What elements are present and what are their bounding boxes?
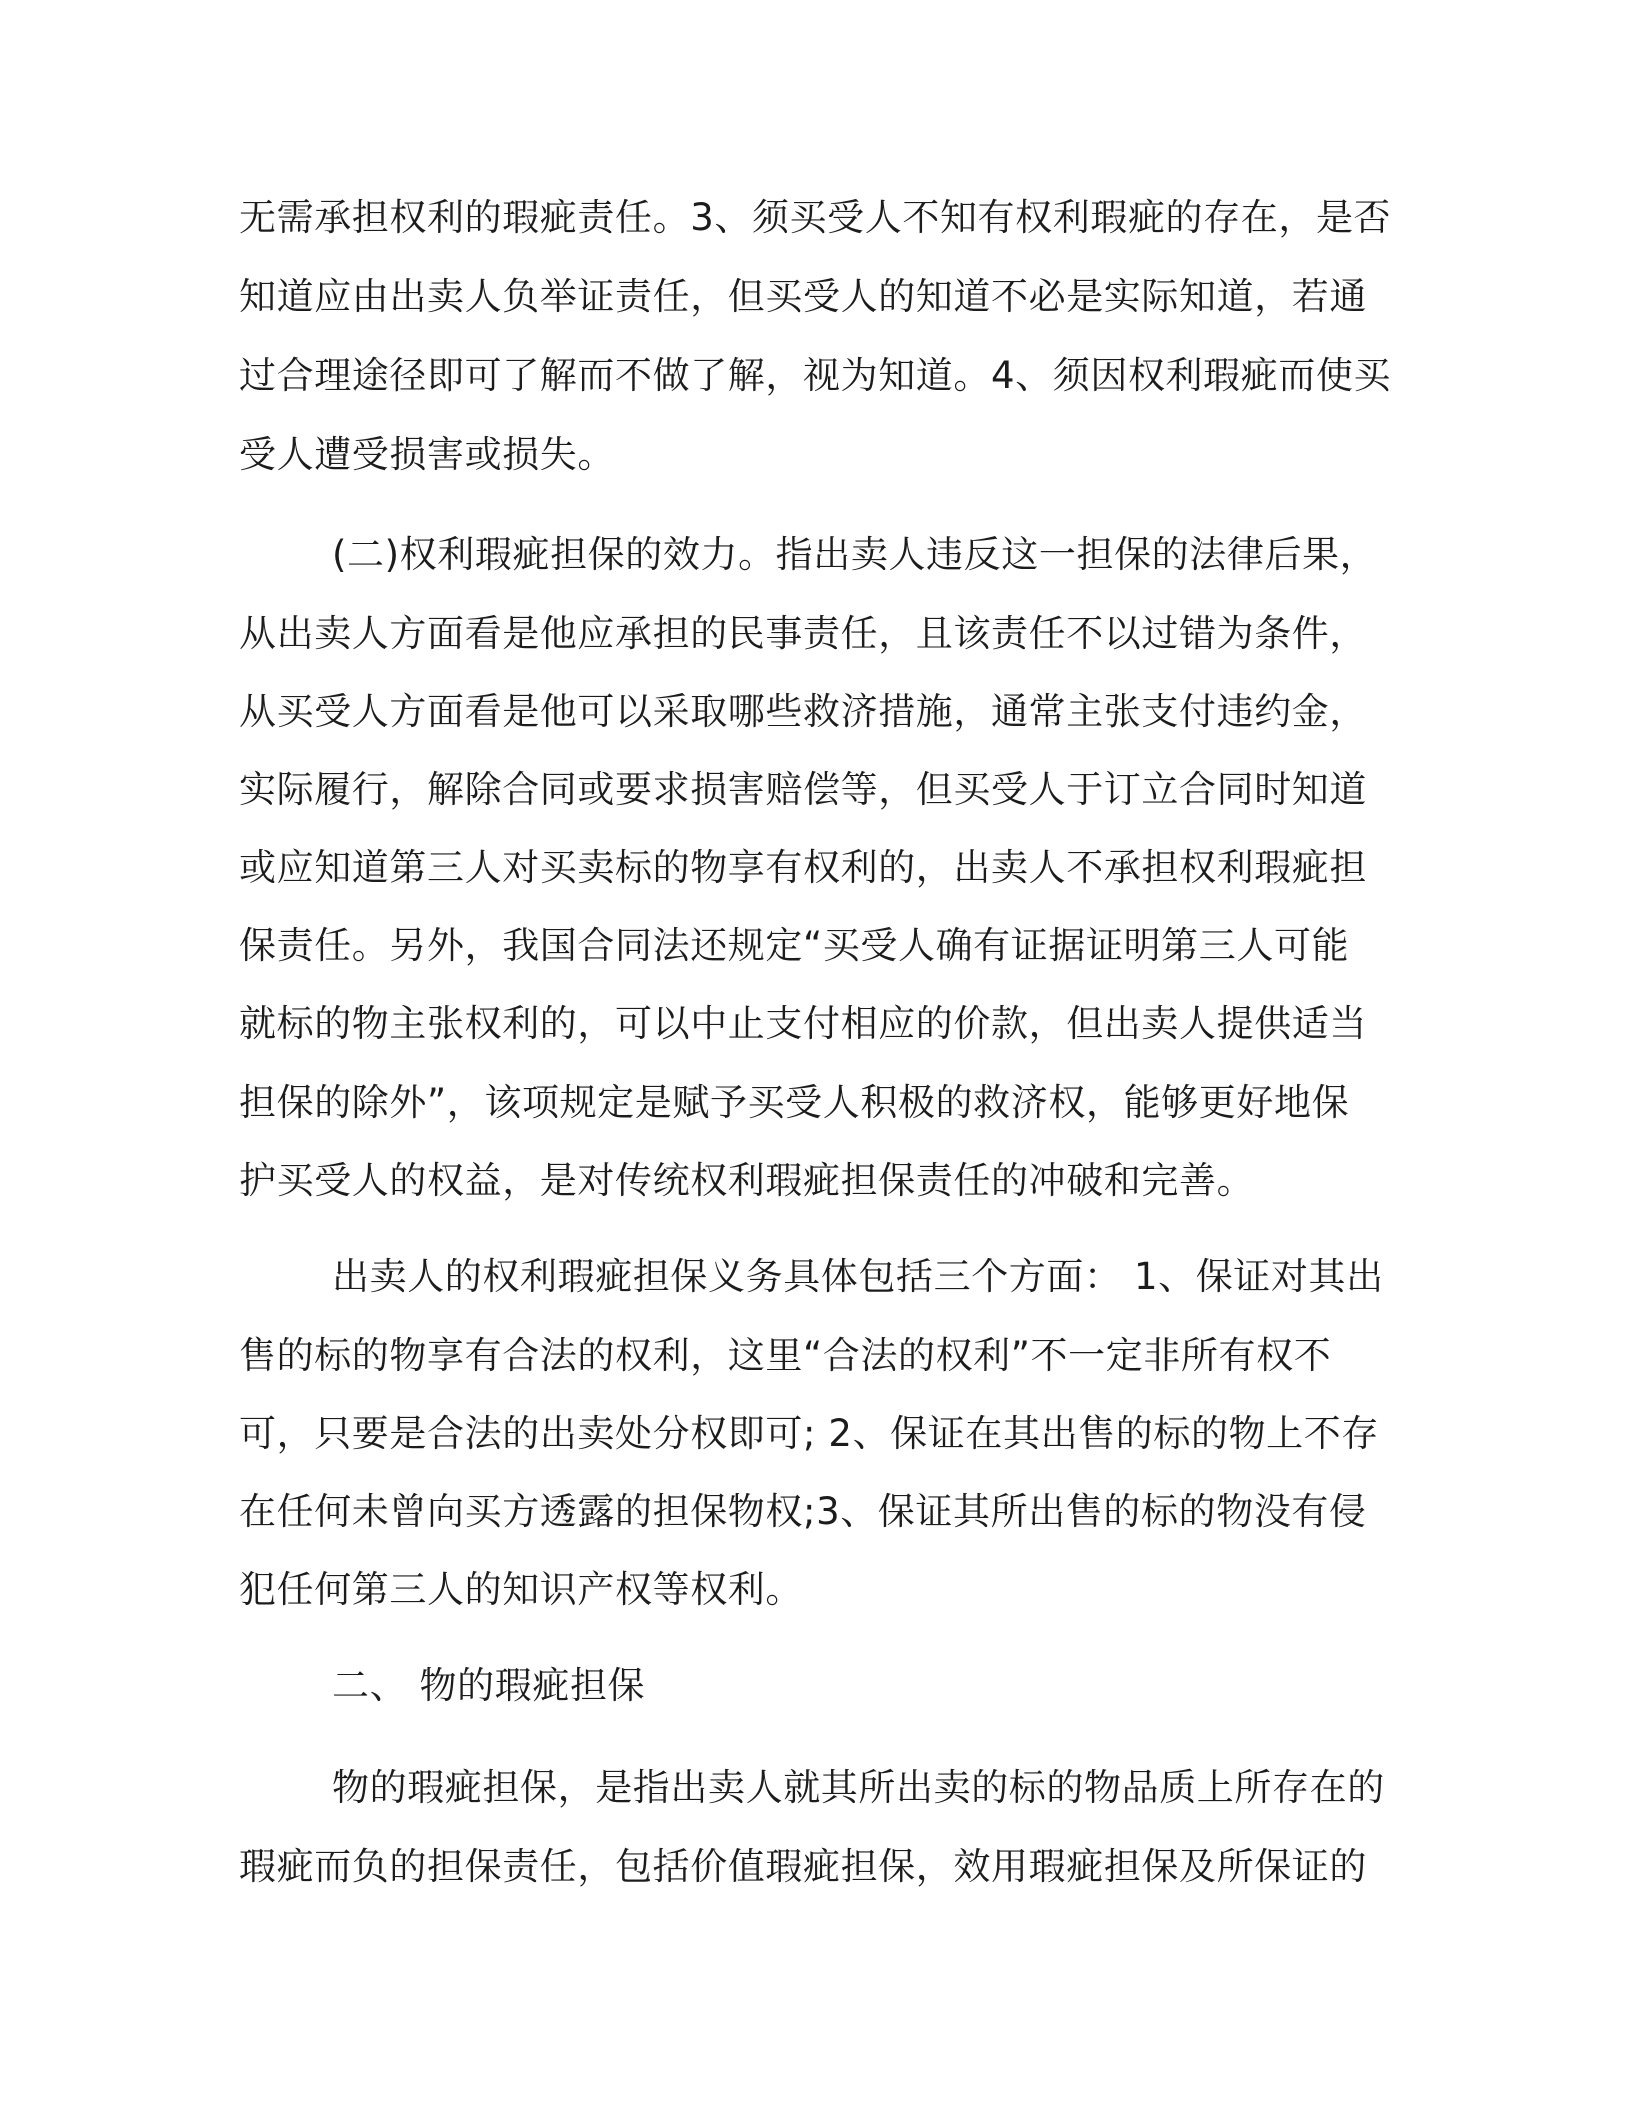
text-line: 无需承担权利的瑕疵责任。3、须买受人不知有权利瑕疵的存在，是否 <box>239 196 1392 239</box>
text-line: 售的标的物享有合法的权利，这里“合法的权利”不一定非所有权不 <box>239 1334 1332 1377</box>
text-line: 物的瑕疵担保，是指出卖人就其所出卖的标的物品质上所存在的 <box>332 1766 1385 1809</box>
text-line: 出卖人的权利瑕疵担保义务具体包括三个方面： 1、保证对其出 <box>332 1255 1384 1298</box>
text-line: 过合理途径即可了解而不做了解，视为知道。4、须因权利瑕疵而使买 <box>239 354 1392 397</box>
text-line: 犯任何第三人的知识产权等权利。 <box>239 1568 803 1611</box>
text-line: 实际履行，解除合同或要求损害赔偿等，但买受人于订立合同时知道 <box>239 768 1367 811</box>
text-line: 受人遭受损害或损失。 <box>239 433 615 476</box>
text-line: 保责任。另外，我国合同法还规定“买受人确有证据证明第三人可能 <box>239 924 1350 967</box>
section-heading: 二、 物的瑕疵担保 <box>332 1664 646 1707</box>
text-line: 知道应由出卖人负举证责任，但买受人的知道不必是实际知道，若通 <box>239 275 1367 318</box>
text-line: 从出卖人方面看是他应承担的民事责任，且该责任不以过错为条件， <box>239 612 1367 655</box>
text-line: 瑕疵而负的担保责任，包括价值瑕疵担保，效用瑕疵担保及所保证的 <box>239 1845 1367 1888</box>
text-line: 在任何未曾向买方透露的担保物权;3、保证其所出售的标的物没有侵 <box>239 1490 1367 1533</box>
text-line: 或应知道第三人对买卖标的物享有权利的，出卖人不承担权利瑕疵担 <box>239 846 1367 889</box>
text-line: 从买受人方面看是他可以采取哪些救济措施，通常主张支付违约金， <box>239 690 1367 733</box>
text-line: 护买受人的权益，是对传统权利瑕疵担保责任的冲破和完善。 <box>239 1159 1255 1202</box>
text-line: 就标的物主张权利的，可以中止支付相应的价款，但出卖人提供适当 <box>239 1002 1367 1045</box>
text-line: (二)权利瑕疵担保的效力。指出卖人违反这一担保的法律后果， <box>332 533 1378 576</box>
text-line: 担保的除外”，该项规定是赋予买受人积极的救济权，能够更好地保 <box>239 1081 1350 1124</box>
text-line: 可，只要是合法的出卖处分权即可; 2、保证在其出售的标的物上不存 <box>239 1412 1379 1455</box>
